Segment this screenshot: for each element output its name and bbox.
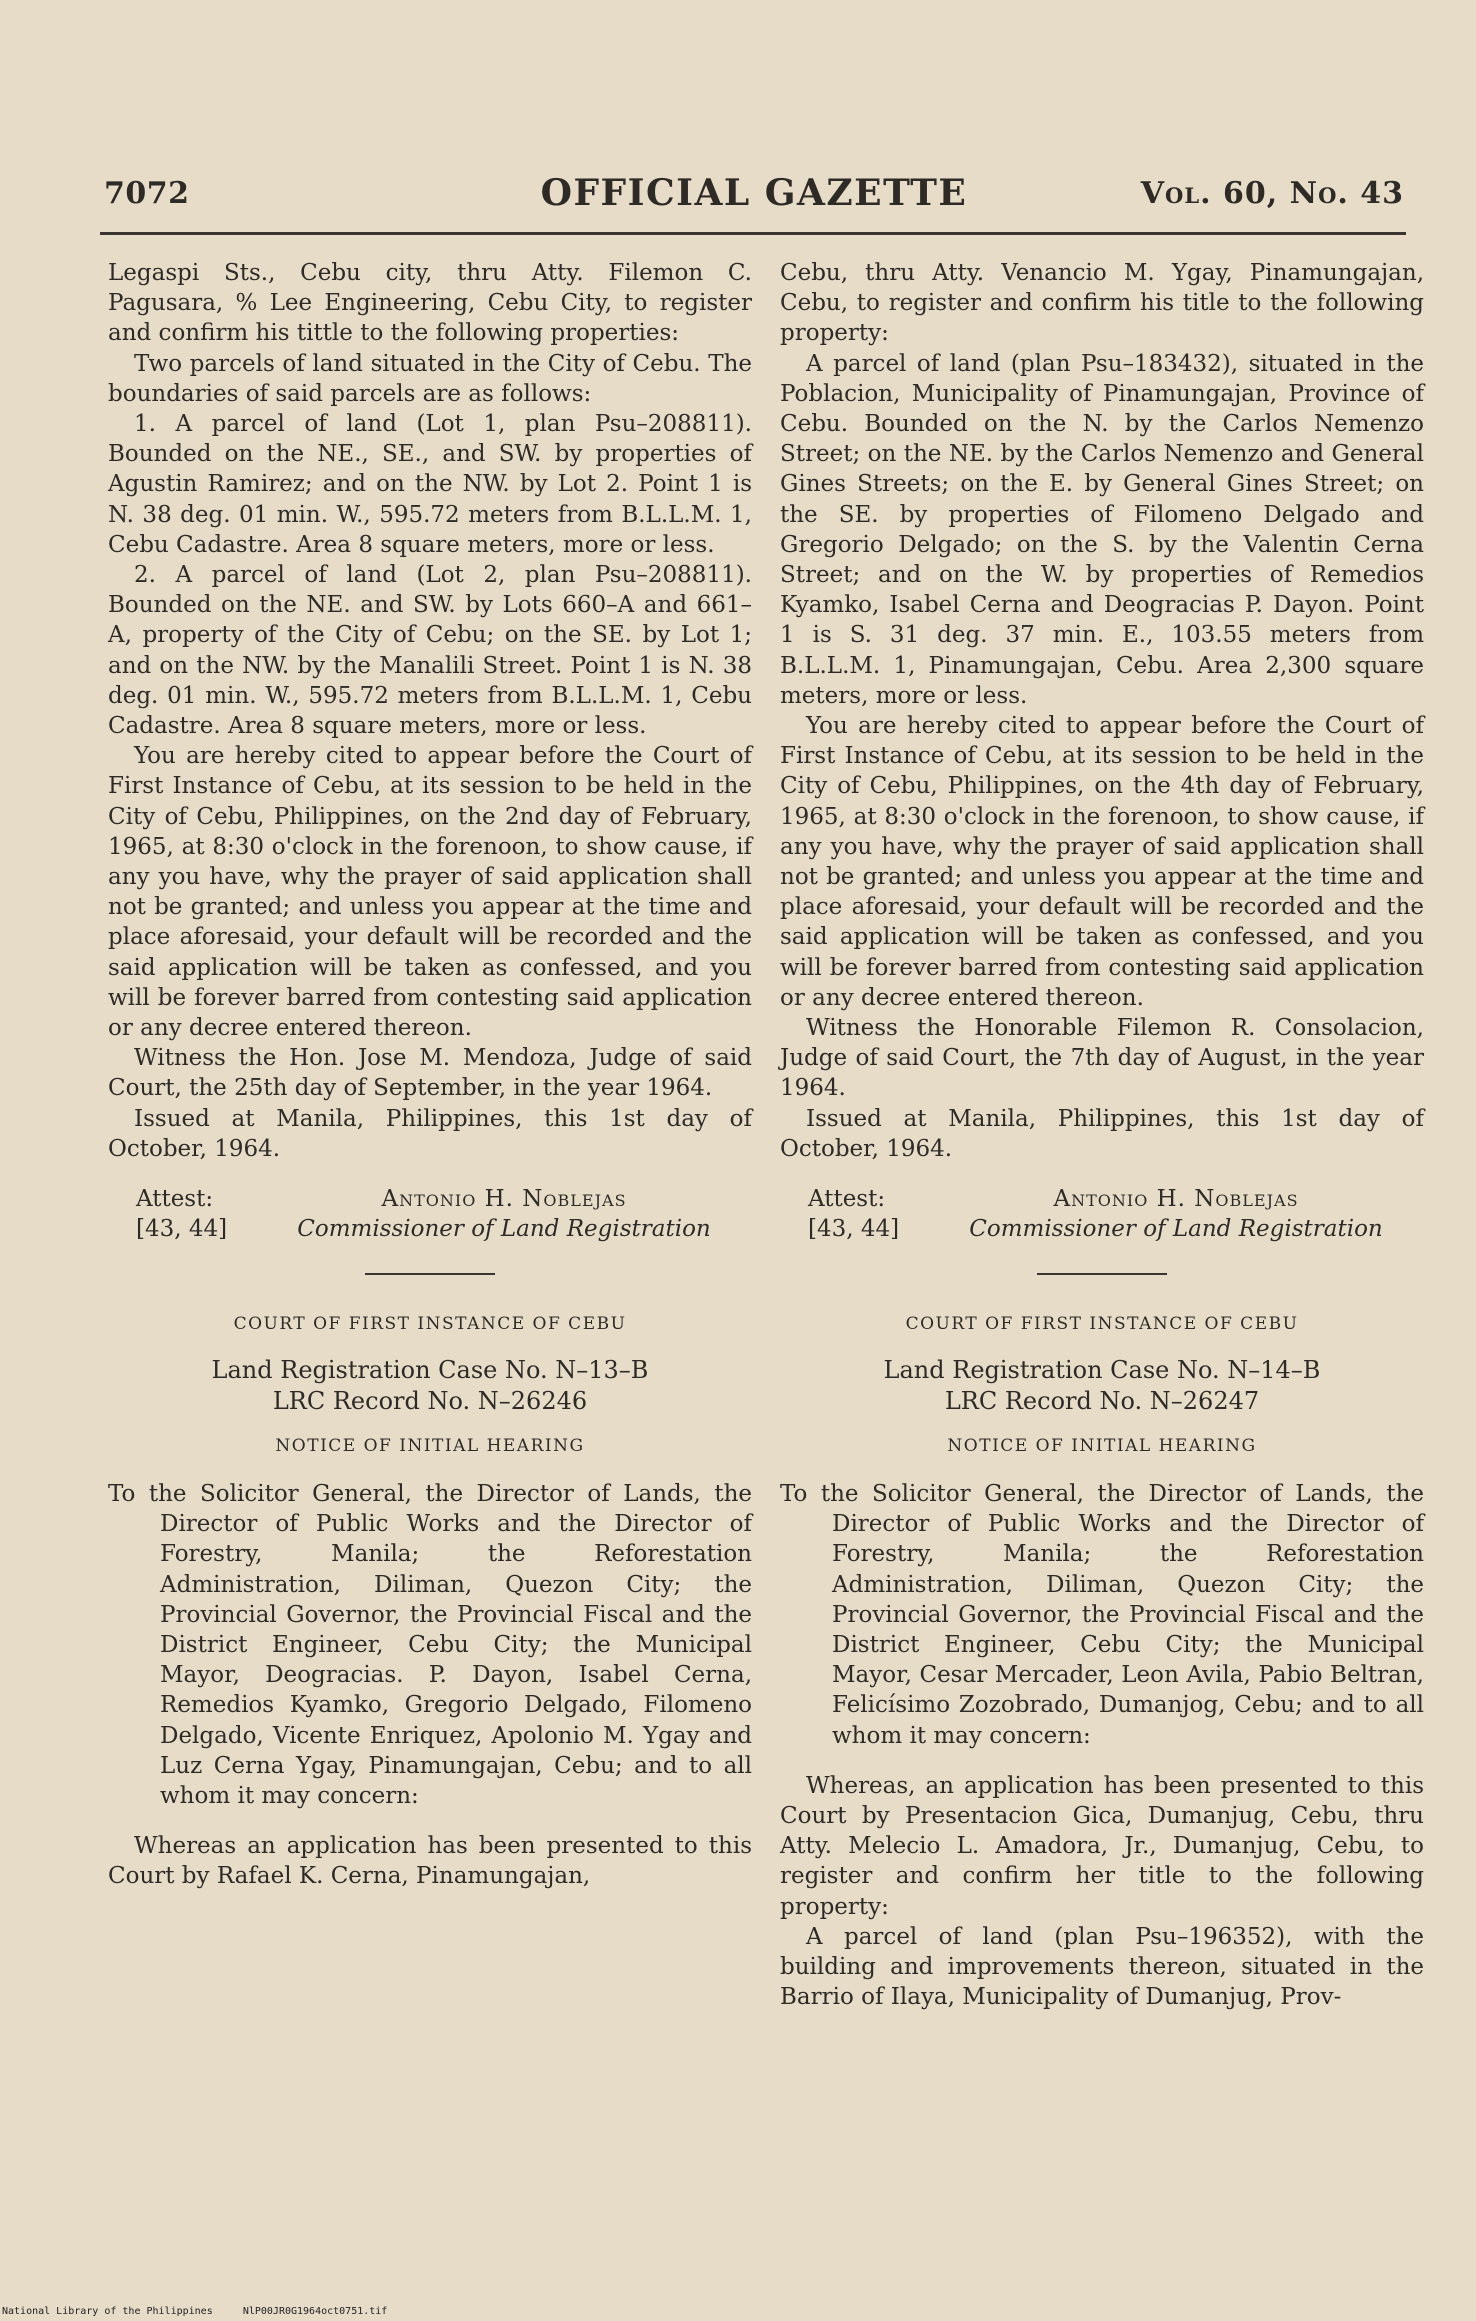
attest-block [136,1184,752,1244]
header-rule [100,232,1406,235]
section-divider [1037,1273,1167,1275]
attest-reference: [43, 44] [136,1216,228,1243]
paragraph: Legaspi Sts., Cebu city, thru Atty. Filemon C. Pagusara, % Lee Engineering, Cebu City, to register and confirm his tittle to the following properties: [108,260,752,347]
right-column [780,258,1424,2012]
lrc-record: LRC Record No. N–26246 [272,1386,588,1415]
paragraph: Two parcels of land situated in the City of Cebu. The boundaries of said parcels are as follows: [108,350,752,407]
addressee-paragraph: To the Solicitor General, the Director of Lands, the Director of Public Works and the Director of Forestry, Manila; the Reforestation Administration, Diliman, Quezon City; the Provincial Governor, the Provincial Fiscal and the District Engineer, Cebu City; the Municipal Mayor, Deogracias. P. Dayon, Isabel Cerna, Remedios Kyamko, Gregorio Delgado, Filomeno Delgado, Vicente Enriquez, Apolonio M. Ygay and Luz Cerna Ygay, Pinamungajan, Cebu; and to all whom it may concern: [108,1480,752,1809]
scan-footer: National Library of the Philippines NlP00JR0G1964oct0751.tif [2,2306,388,2317]
attest-label: Attest: [808,1186,886,1213]
page-number: 7072 [104,176,190,211]
paragraph: 1. A parcel of land (Lot 1, plan Psu–208811). Bounded on the NE., SE., and SW. by properties of Agustin Ramirez; and on the NW. by Lot 2. Point 1 is N. 38 deg. 01 min. W., 595.72 meters from B.L.L.M. 1, Cebu Cadastre. Area 8 square meters, more or less. [108,411,752,558]
paragraph: A parcel of land (plan Psu–196352), with the building and improvements thereon, situated in the Barrio of Ilaya, Municipality of Dumanjug, Prov- [780,1923,1424,2011]
left-column [108,258,752,1892]
lrc-record: LRC Record No. N–26247 [944,1386,1260,1415]
signatory-title: Commissioner of Land Registration [297,1216,711,1243]
volume-number: Vol. 60, No. 43 [1140,176,1404,211]
court-heading: COURT OF FIRST INSTANCE OF CEBU [233,1313,627,1334]
notice-heading: NOTICE OF INITIAL HEARING [275,1435,585,1456]
paragraph: You are hereby cited to appear before the Court of First Instance of Cebu, at its session to be held in the City of Cebu, Philippines, on the 2nd day of February, 1965, at 8:30 o'clock in the forenoon, to show cause, if any you have, why the prayer of said application shall not be granted; and unless you appear at the time and place aforesaid, your default will be recorded and the said application will be taken as confessed, and you will be forever barred from contesting said application or any decree entered thereon. [108,743,752,1042]
court-heading: COURT OF FIRST INSTANCE OF CEBU [905,1313,1299,1334]
case-number: Land Registration Case No. N–13–B [211,1355,649,1384]
signatory-name: Antonio H. Noblejas [1053,1186,1299,1213]
paragraph: Whereas an application has been presented to this Court by Rafael K. Cerna, Pinamungajan, [108,1833,752,1890]
notice-heading: NOTICE OF INITIAL HEARING [947,1435,1257,1456]
paragraph: Issued at Manila, Philippines, this 1st day of October, 1964. [108,1105,752,1162]
page-header [104,168,1404,228]
paragraph: Issued at Manila, Philippines, this 1st day of October, 1964. [780,1105,1424,1162]
case-number: Land Registration Case No. N–14–B [883,1355,1321,1384]
paragraph: Cebu, thru Atty. Venancio M. Ygay, Pinamungajan, Cebu, to register and confirm his title to the following property: [780,260,1424,347]
paragraph: You are hereby cited to appear before the Court of First Instance of Cebu, at its session to be held in the City of Cebu, Philippines, on the 4th day of February, 1965, at 8:30 o'clock in the forenoon, to show cause, if any you have, why the prayer of said application shall not be granted; and unless you appear at the time and place aforesaid, your default will be recorded and the said application will be taken as confessed, and you will be forever barred from contesting said application or any decree entered thereon. [780,713,1424,1011]
attest-block [808,1184,1424,1244]
paragraph: 2. A parcel of land (Lot 2, plan Psu–208811). Bounded on the NE. and SW. by Lots 660–A and 661–A, property of the City of Cebu; on the SE. by Lot 1; and on the NW. by the Manalili Street. Point 1 is N. 38 deg. 01 min. W., 595.72 meters from B.L.L.M. 1, Cebu Cadastre. Area 8 square meters, more or less. [108,562,752,740]
attest-reference: [43, 44] [808,1216,900,1243]
publication-title: OFFICIAL GAZETTE [540,172,968,214]
paragraph: A parcel of land (plan Psu–183432), situated in the Poblacion, Municipality of Pinamungajan, Province of Cebu. Bounded on the N. by the Carlos Nemenzo Street; on the NE. by the Carlos Nemenzo and General Gines Streets; on the E. by General Gines Street; on the SE. by properties of Filomeno Delgado and Gregorio Delgado; on the S. by the Valentin Cerna Street; and on the W. by properties of Remedios Kyamko, Isabel Cerna and Deogracias P. Dayon. Point 1 is S. 31 deg. 37 min. E., 103.55 meters from B.L.L.M. 1, Pinamungajan, Cebu. Area 2,300 square meters, more or less. [780,350,1424,709]
section-divider [365,1273,495,1275]
paragraph: Witness the Honorable Filemon R. Consolacion, Judge of said Court, the 7th day of August, in the year 1964. [780,1015,1424,1102]
addressee-paragraph: To the Solicitor General, the Director of Lands, the Director of Public Works and the Director of Forestry, Manila; the Reforestation Administration, Diliman, Quezon City; the Provincial Governor, the Provincial Fiscal and the District Engineer, Cebu City; the Municipal Mayor, Cesar Mercader, Leon Avila, Pabio Beltran, Felicísimo Zozobrado, Dumanjog, Cebu; and to all whom it may concern: [780,1480,1424,1749]
paragraph: Whereas, an application has been presented to this Court by Presentacion Gica, Dumanjug, Cebu, thru Atty. Melecio L. Amadora, Jr., Dumanjug, Cebu, to register and confirm her title to the following property: [780,1772,1424,1920]
attest-label: Attest: [136,1186,214,1213]
paragraph: Witness the Hon. Jose M. Mendoza, Judge of said Court, the 25th day of September, in the year 1964. [108,1045,752,1102]
signatory-title: Commissioner of Land Registration [969,1216,1383,1243]
signatory-name: Antonio H. Noblejas [381,1186,627,1213]
